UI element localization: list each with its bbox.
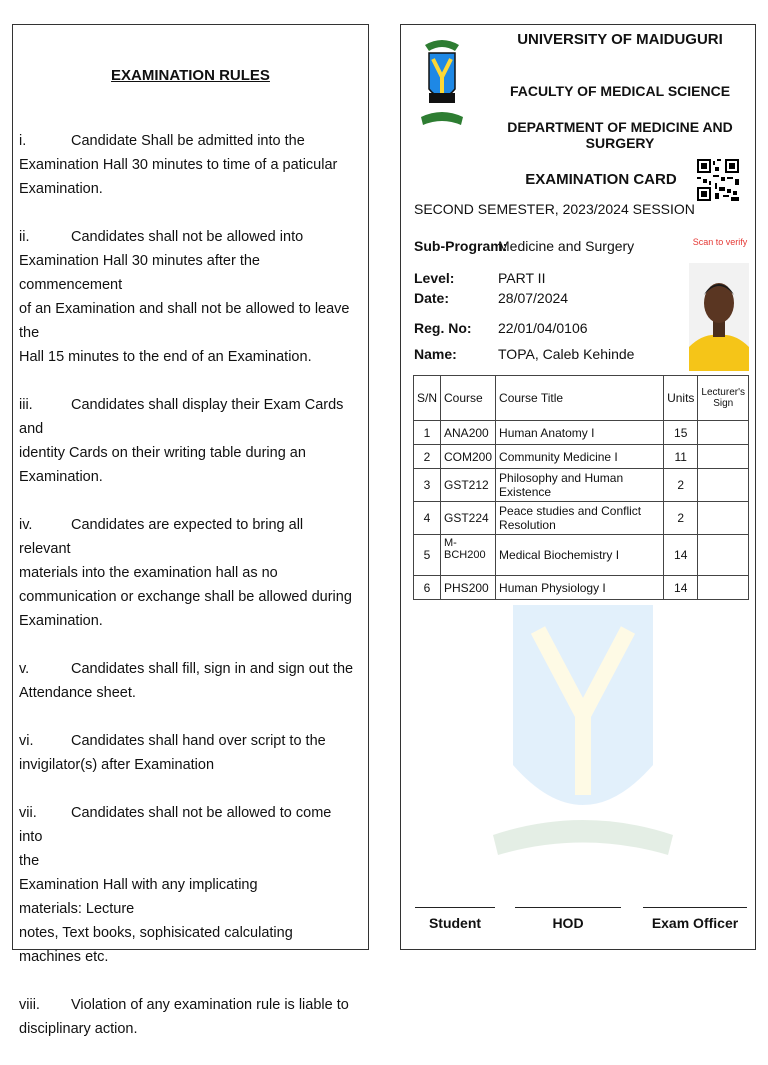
rule-text: Candidate Shall be admitted into the bbox=[71, 133, 305, 149]
rule-text: Candidates shall hand over script to the bbox=[71, 733, 326, 749]
course-sn: 5 bbox=[414, 535, 441, 576]
rules-title: EXAMINATION RULES bbox=[111, 67, 270, 84]
regno-value: 22/01/04/0106 bbox=[498, 320, 588, 336]
hod-signature-line bbox=[515, 907, 621, 908]
course-code: GST212 bbox=[441, 469, 496, 502]
courses-table-header bbox=[414, 376, 749, 421]
course-sn: 1 bbox=[414, 421, 441, 445]
scan-to-verify-label: Scan to verify bbox=[692, 237, 748, 247]
rule-text: materials into the examination hall as no bbox=[19, 565, 278, 581]
faculty-name: FACULTY OF MEDICAL SCIENCE bbox=[509, 83, 731, 99]
rules-panel bbox=[12, 24, 369, 1037]
header-lecturer-sign: Lecturer's Sign bbox=[698, 376, 749, 421]
rule-item bbox=[19, 993, 358, 1041]
rule-item bbox=[19, 225, 358, 369]
course-row bbox=[414, 502, 749, 535]
lecturer-sign-cell[interactable] bbox=[698, 535, 749, 576]
rule-number: i. bbox=[19, 133, 27, 149]
rule-text: the bbox=[19, 853, 40, 869]
hod-signature-label: HOD bbox=[552, 915, 584, 931]
courses-table bbox=[413, 375, 749, 600]
header-units: Units bbox=[664, 376, 698, 421]
exam-officer-signature-label: Exam Officer bbox=[651, 915, 739, 931]
student-photo bbox=[689, 263, 749, 371]
lecturer-sign-cell[interactable] bbox=[698, 421, 749, 445]
header-course-title: Course Title bbox=[496, 376, 664, 421]
course-sn: 3 bbox=[414, 469, 441, 502]
rule-number: viii. bbox=[19, 997, 40, 1013]
student-signature-line bbox=[415, 907, 495, 908]
rule-text: communication or exchange shall be allowed during bbox=[19, 589, 352, 605]
rule-text: materials: Lecture bbox=[19, 901, 135, 917]
course-sn: 4 bbox=[414, 502, 441, 535]
lecturer-sign-cell[interactable] bbox=[698, 576, 749, 600]
date-label: Date: bbox=[414, 290, 450, 306]
qr-code-icon[interactable] bbox=[697, 159, 739, 201]
lecturer-sign-cell[interactable] bbox=[698, 502, 749, 535]
rule-text: notes, Text books, sophisicated calculating bbox=[19, 925, 293, 941]
course-sn: 2 bbox=[414, 445, 441, 469]
rule-text: Examination. bbox=[19, 181, 103, 197]
course-code: COM200 bbox=[441, 445, 496, 469]
course-title: Human Anatomy I bbox=[496, 421, 664, 445]
session-label: SECOND SEMESTER, 2023/2024 SESSION bbox=[414, 201, 695, 217]
regno-label: Reg. No: bbox=[414, 320, 472, 336]
watermark-logo bbox=[483, 585, 683, 885]
rule-item bbox=[19, 729, 358, 777]
rule-item bbox=[19, 513, 358, 633]
rule-text: Candidates shall not be allowed to come into bbox=[19, 805, 332, 845]
subprogram-value: Medicine and Surgery bbox=[498, 238, 635, 254]
course-sn: 6 bbox=[414, 576, 441, 600]
course-code: PHS200 bbox=[441, 576, 496, 600]
rule-text: Examination. bbox=[19, 613, 103, 629]
rule-number: iii. bbox=[19, 397, 33, 413]
university-name: UNIVERSITY OF MAIDUGURI bbox=[517, 31, 723, 48]
rule-text: Candidates shall fill, sign in and sign out the bbox=[71, 661, 354, 677]
course-row bbox=[414, 469, 749, 502]
rule-text: identity Cards on their writing table during an bbox=[19, 445, 306, 461]
subprogram-label: Sub-Program: bbox=[414, 238, 508, 254]
rule-text: Candidates shall display their Exam Cards and bbox=[19, 397, 344, 437]
rule-text: Examination Hall 30 minutes to time of a paticular bbox=[19, 157, 338, 173]
course-title: Medical Biochemistry I bbox=[496, 535, 664, 576]
course-row bbox=[414, 535, 749, 576]
course-code: GST224 bbox=[441, 502, 496, 535]
level-value: PART II bbox=[498, 270, 546, 286]
level-label: Level: bbox=[414, 270, 455, 286]
course-title: Peace studies and Conflict Resolution bbox=[496, 502, 664, 535]
rule-text: machines etc. bbox=[19, 949, 109, 965]
rules-list bbox=[19, 129, 358, 1065]
rule-text: of an Examination and shall not be allowed to leave the bbox=[19, 301, 350, 341]
course-code: ANA200 bbox=[441, 421, 496, 445]
card-title: EXAMINATION CARD bbox=[525, 171, 677, 188]
rule-number: iv. bbox=[19, 517, 33, 533]
rule-text: invigilator(s) after Examination bbox=[19, 757, 215, 773]
department-name: DEPARTMENT OF MEDICINE AND SURGERY bbox=[507, 119, 733, 151]
course-row bbox=[414, 445, 749, 469]
rule-text: Hall 15 minutes to the end of an Examination. bbox=[19, 349, 312, 365]
rule-text: Candidates are expected to bring all relevant bbox=[19, 517, 304, 557]
rule-item bbox=[19, 801, 358, 969]
course-title: Human Physiology I bbox=[496, 576, 664, 600]
course-title: Community Medicine I bbox=[496, 445, 664, 469]
course-row bbox=[414, 421, 749, 445]
course-title: Philosophy and Human Existence bbox=[496, 469, 664, 502]
rule-text: Examination. bbox=[19, 469, 103, 485]
rule-text: Violation of any examination rule is liable to bbox=[71, 997, 349, 1013]
rule-item bbox=[19, 129, 358, 201]
exam-officer-signature-line bbox=[643, 907, 747, 908]
student-signature-label: Student bbox=[428, 915, 482, 931]
rule-text: Examination Hall 30 minutes after the commencement bbox=[19, 253, 260, 293]
lecturer-sign-cell[interactable] bbox=[698, 469, 749, 502]
rule-text: disciplinary action. bbox=[19, 1021, 138, 1037]
rule-number: vi. bbox=[19, 733, 34, 749]
header-sn: S/N bbox=[414, 376, 441, 421]
rule-text: Examination Hall with any implicating bbox=[19, 877, 258, 893]
rule-item bbox=[19, 393, 358, 489]
course-units: 14 bbox=[664, 535, 698, 576]
header-course: Course bbox=[441, 376, 496, 421]
rule-number: vii. bbox=[19, 805, 37, 821]
course-units: 15 bbox=[664, 421, 698, 445]
rule-number: v. bbox=[19, 661, 30, 677]
course-code: M-BCH200 bbox=[441, 535, 496, 576]
date-value: 28/07/2024 bbox=[498, 290, 569, 306]
rule-text: Attendance sheet. bbox=[19, 685, 136, 701]
course-units: 2 bbox=[664, 502, 698, 535]
course-row bbox=[414, 576, 749, 600]
university-logo bbox=[417, 33, 467, 139]
rule-item bbox=[19, 657, 358, 705]
course-units: 14 bbox=[664, 576, 698, 600]
course-units: 2 bbox=[664, 469, 698, 502]
name-value: TOPA, Caleb Kehinde bbox=[498, 346, 635, 362]
exam-card bbox=[400, 24, 756, 950]
course-units: 11 bbox=[664, 445, 698, 469]
rule-number: ii. bbox=[19, 229, 30, 245]
lecturer-sign-cell[interactable] bbox=[698, 445, 749, 469]
name-label: Name: bbox=[414, 346, 457, 362]
rule-text: Candidates shall not be allowed into bbox=[71, 229, 304, 245]
